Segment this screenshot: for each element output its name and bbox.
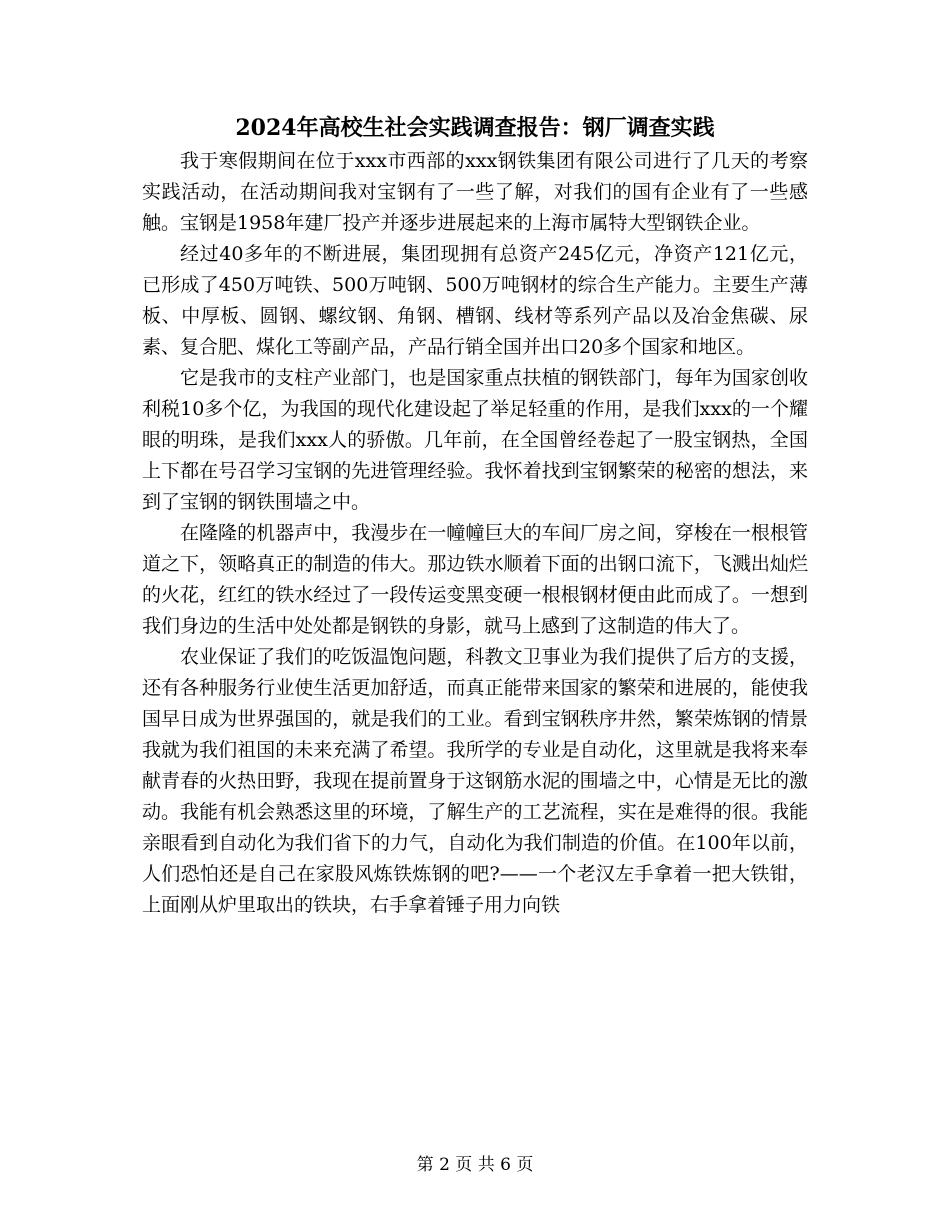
document-body: [142, 146, 808, 921]
paragraph-4: 在隆隆的机器声中，我漫步在一幢幢巨大的车间厂房之间，穿梭在一根根管道之下，领略真正的制造的伟大。那边铁水顺着下面的出钢口流下，飞溅出灿烂的火花，红红的铁水经过了一段传运变黑变硬一根根钢材便由此而成了。一想到我们身边的生活中处处都是钢铁的身影，就马上感到了这制造的伟大了。: [142, 522, 808, 637]
paragraph-5: 农业保证了我们的吃饭温饱问题，科教文卫事业为我们提供了后方的支援，还有各种服务行业使生活更加舒适，而真正能带来国家的繁荣和进展的，能使我国早日成为世界强国的，就是我们的工业。看到宝钢秩序井然，繁荣炼钢的情景我就为我们祖国的未来充满了希望。我所学的专业是自动化，这里就是我将来奉献青春的火热田野，我现在提前置身于这钢筋水泥的围墙之中，心情是无比的激动。我能有机会熟悉这里的环境，了解生产的工艺流程，实在是难得的很。我能亲眼看到自动化为我们省下的力气，自动化为我们制造的价值。在100年以前，人们恐怕还是自己在家股风炼铁炼钢的吧?——一个老汉左手拿着一把大铁钳，上面刚从炉里取出的铁块，右手拿着锤子用力向铁: [142, 646, 808, 916]
page-footer: 第 2 页 共 6 页: [416, 1155, 534, 1175]
paragraph-1: 我于寒假期间在位于xxx市西部的xxx钢铁集团有限公司进行了几天的考察实践活动，在活动期间我对宝钢有了一些了解，对我们的国有企业有了一些感触。宝钢是1958年建厂投产并逐步进展起来的上海市属特大型钢铁企业。: [142, 150, 808, 234]
paragraph-3: 它是我市的支柱产业部门，也是国家重点扶植的钢铁部门，每年为国家创收利税10多个亿，为我国的现代化建设起了举足轻重的作用，是我们xxx的一个耀眼的明珠，是我们xxx人的骄傲。几年前，在全国曾经卷起了一股宝钢热，全国上下都在号召学习宝钢的先进管理经验。我怀着找到宝钢繁荣的秘密的想法，来到了宝钢的钢铁围墙之中。: [142, 367, 808, 513]
document-title: 2024年高校生社会实践调查报告：钢厂调查实践: [235, 115, 715, 141]
paragraph-2: 经过40多年的不断进展，集团现拥有总资产245亿元，净资产121亿元，已形成了450万吨铁、500万吨钢、500万吨钢材的综合生产能力。主要生产薄板、中厚板、圆钢、螺纹钢、角钢、槽钢、线材等系列产品以及冶金焦碳、尿素、复合肥、煤化工等副产品，产品行销全国并出口20多个国家和地区。: [142, 243, 808, 358]
